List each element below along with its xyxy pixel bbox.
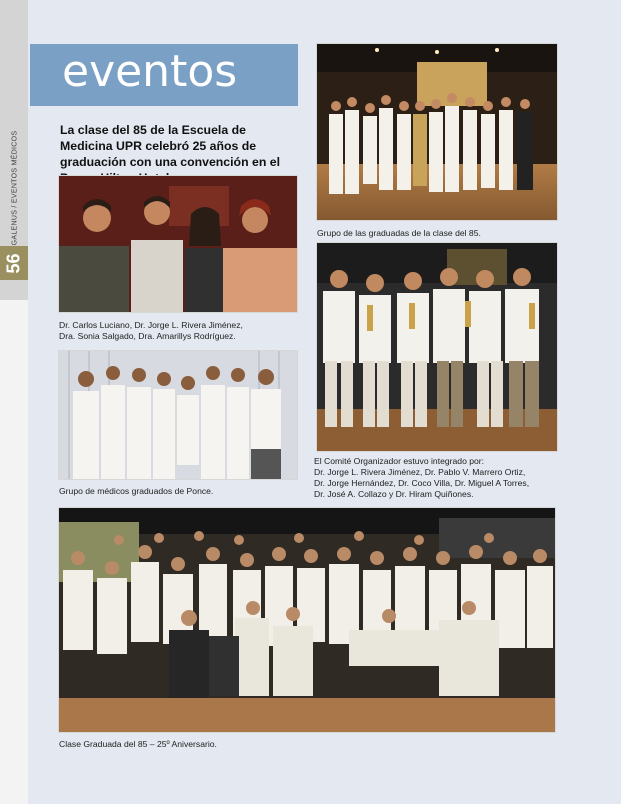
caption-cuatro-medicos [59, 320, 243, 342]
caption-line: Dr. José A. Collazo y Dr. Hiram Quiñones. [314, 489, 474, 499]
caption-comite [314, 456, 529, 500]
photo-ponce [59, 351, 297, 479]
caption-clase-graduada: Clase Graduada del 85 – 25º Aniversario. [59, 739, 217, 749]
page-number-text: 56 [3, 252, 24, 274]
photo-graduadas [317, 44, 557, 220]
photo-cuatro-medicos [59, 176, 297, 312]
section-banner [30, 44, 298, 106]
caption-line: Dra. Sonia Salgado, Dra. Amarillys Rodríguez. [59, 331, 236, 341]
caption-line: Dr. Jorge Hernández, Dr. Coco Villa, Dr. Miguel A Torres, [314, 478, 530, 488]
caption-ponce: Grupo de médicos graduados de Ponce. [59, 486, 214, 496]
caption-graduadas: Grupo de las graduadas de la clase del 85. [317, 228, 481, 238]
photo-clase-graduada [59, 508, 555, 732]
section-title: eventos [62, 46, 238, 97]
caption-line: Dr. Carlos Luciano, Dr. Jorge L. Rivera Jiménez, [59, 320, 243, 330]
photo-comite [317, 243, 557, 451]
intro-text: La clase del 85 de la Escuela de Medicina UPR celebró 25 años de graduación con una convención en el [60, 123, 281, 169]
caption-line: Dr. Jorge L. Rivera Jiménez, Dr. Pablo V. Marrero Ortiz, [314, 467, 526, 477]
running-head-text: GALENUS / EVENTOS MÉDICOS [11, 130, 19, 246]
running-head [6, 130, 24, 246]
caption-line: El Comité Organizador estuvo integrado por: [314, 456, 485, 466]
page-number [0, 246, 28, 280]
